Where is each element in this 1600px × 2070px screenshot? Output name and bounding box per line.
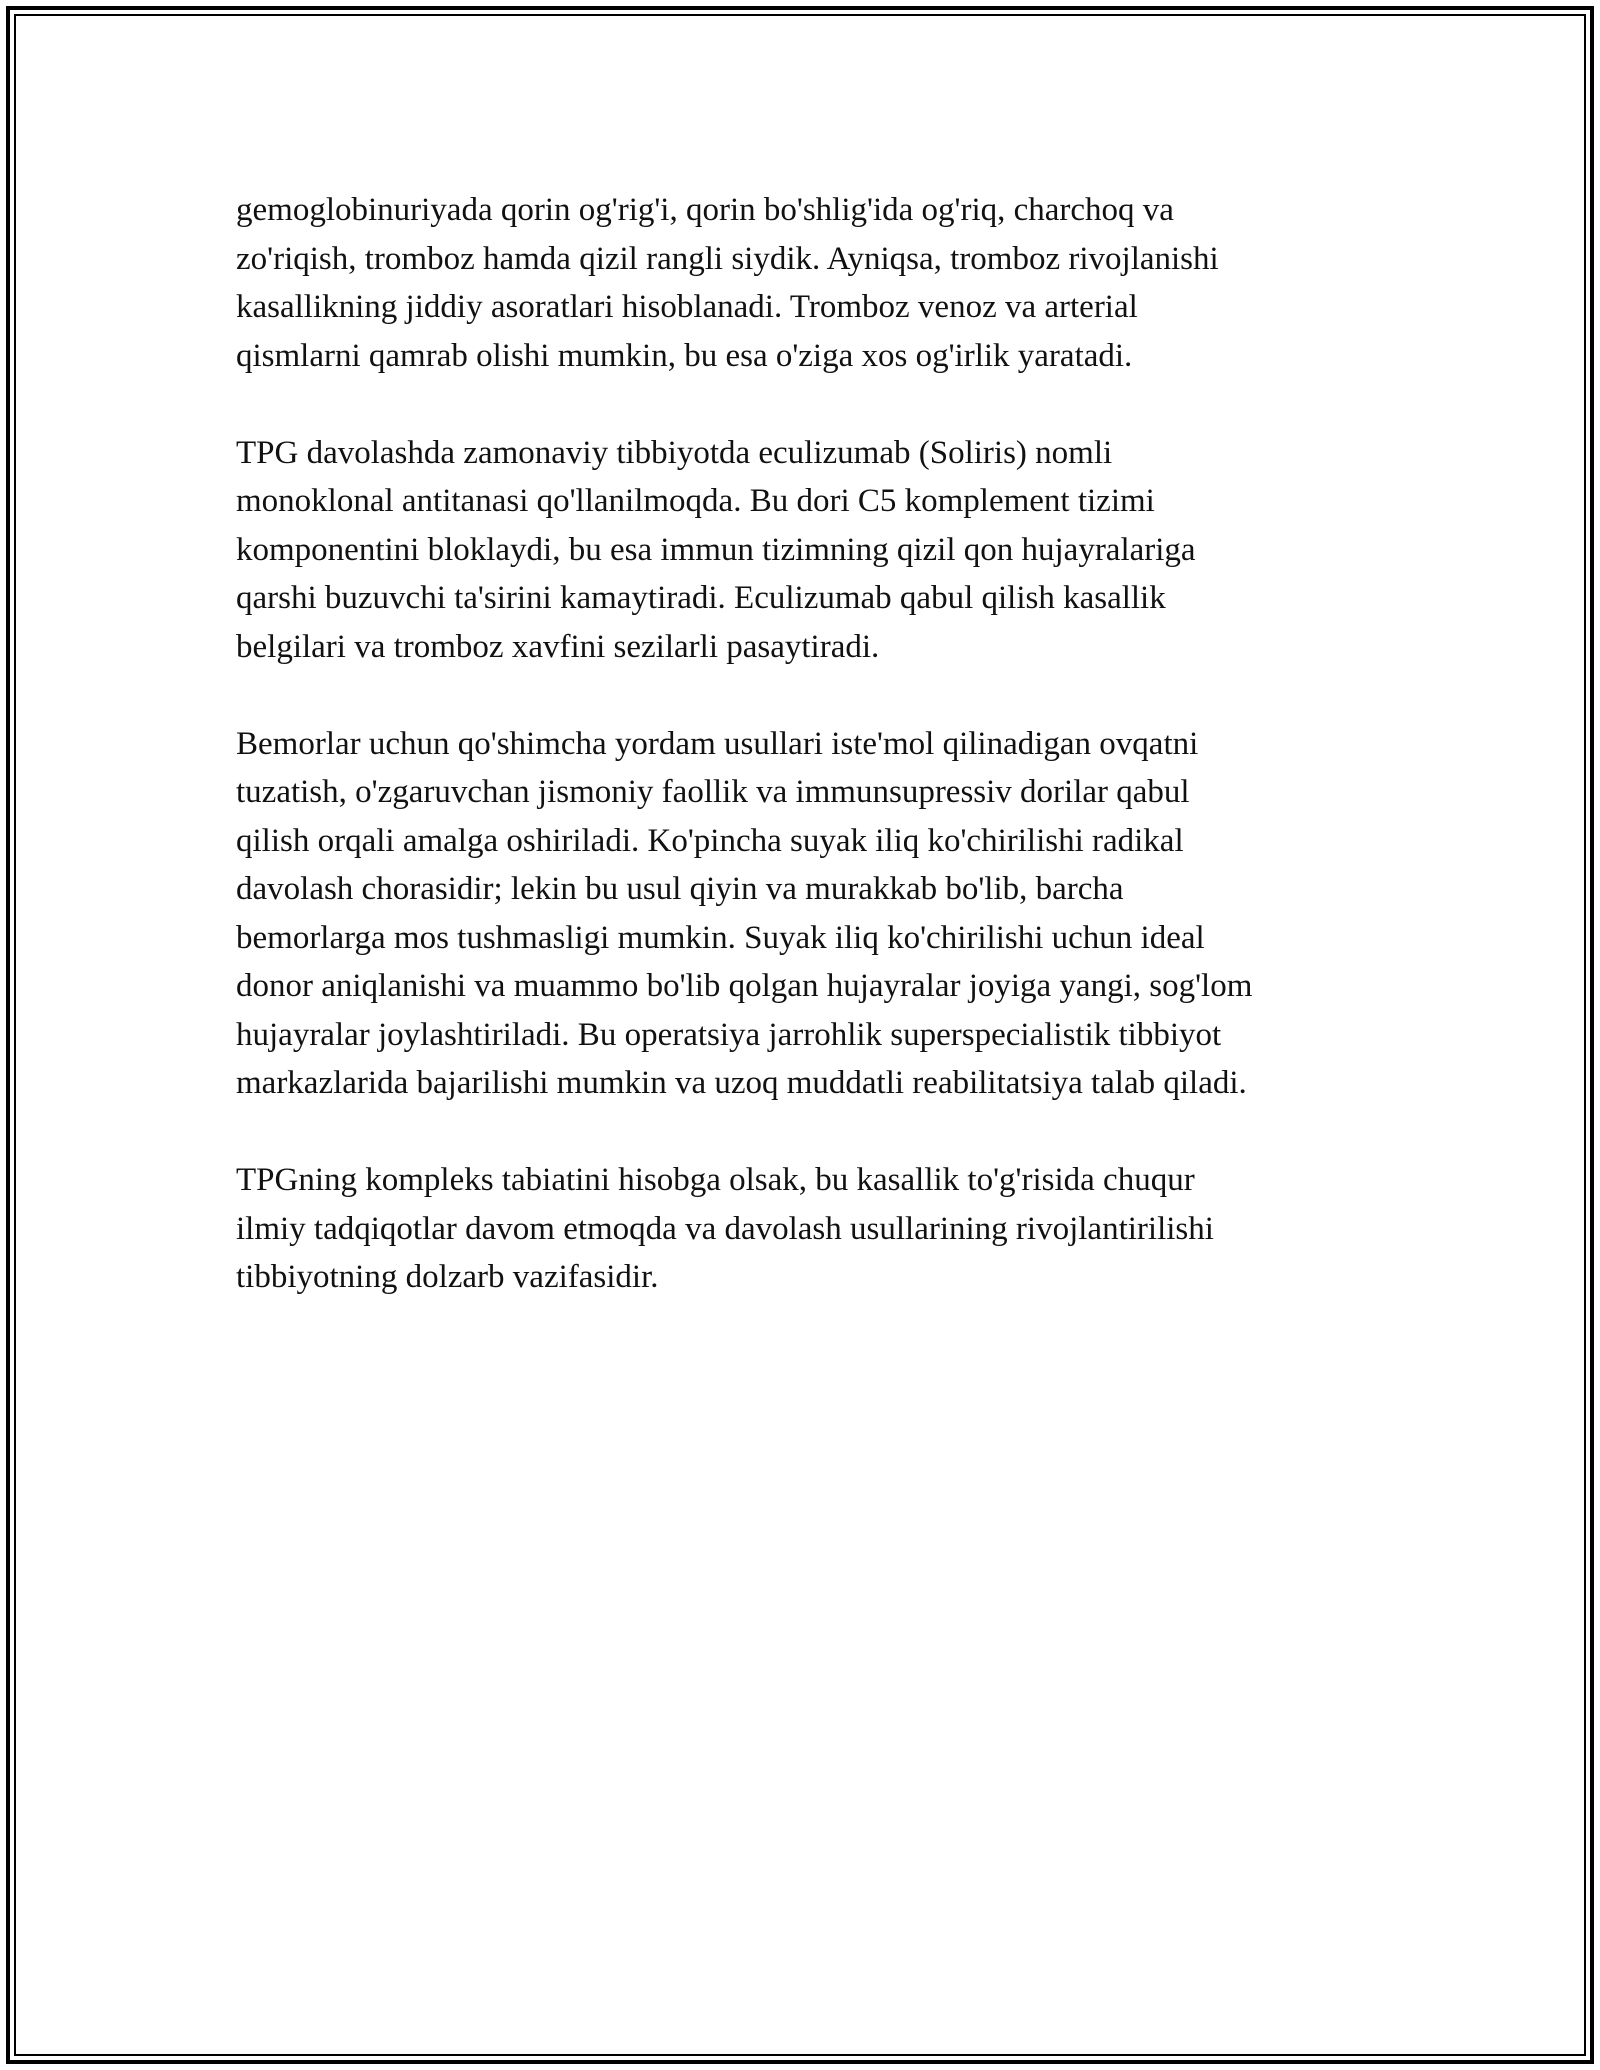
paragraph-eculizumab-treatment: TPG davolashda zamonaviy tibbiyotda eculizumab (Soliris) nomli monoklonal antitanasi qo'llanilmoqda. Bu dori C5 komplement tizimi komponentini bloklaydi, bu esa immun tizimning qizil qon hujayralariga qarshi buzuvchi ta'sirini kamaytiradi. Eculizumab qabul qilish kasallik belgilari va tromboz xavfini sezilarli pasaytiradi.: [236, 434, 1196, 665]
paragraph-symptoms: gemoglobinuriyada qorin og'rig'i, qorin bo'shlig'ida og'riq, charchoq va zo'riqish, tromboz hamda qizil rangli siydik. Ayniqsa, tromboz rivojlanishi kasallikning jiddiy asoratlari hisoblanadi. Tromboz venoz va arterial qismlarni qamrab olishi mumkin, bu esa o'ziga xos og'irlik yaratadi.: [236, 192, 1219, 374]
paragraph-conclusion: TPGning kompleks tabiatini hisobga olsak, bu kasallik to'g'risida chuqur ilmiy tadqiqotlar davom etmoqda va davolash usullarining rivojlantirilishi tibbiyotning dolzarb vazifasidir.: [236, 1162, 1214, 1295]
paragraph-supportive-care: Bemorlar uchun qo'shimcha yordam usullari iste'mol qilinadigan ovqatni tuzatish, o'zgaruvchan jismoniy faollik va immunsupressiv dorilar qabul qilish orqali amalga oshiriladi. Ko'pincha suyak iliq ko'chirilishi radikal davolash chorasidir; lekin bu usul qiyin va murakkab bo'lib, barcha bemorlarga mos tushmasligi mumkin. Suyak iliq ko'chirilishi uchun ideal donor aniqlanishi va muammo bo'lib qolgan hujayralar joyiga yangi, sog'lom hujayralar joylashtiriladi. Bu operatsiya jarrohlik superspecialistik tibbiyot markazlarida bajarilishi mumkin va uzoq muddatli reabilitatsiya talab qiladi.: [236, 725, 1253, 1101]
document-body: [236, 186, 1376, 1350]
